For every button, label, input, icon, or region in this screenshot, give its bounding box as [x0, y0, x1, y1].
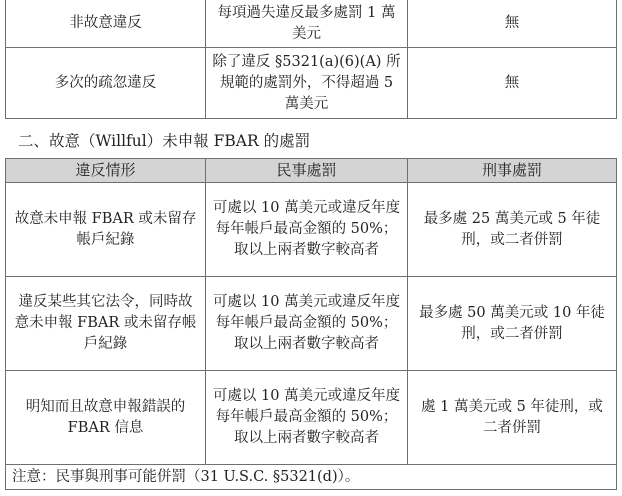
violation-type-cell: 故意未申報 FBAR 或未留存帳戶紀錄	[6, 183, 206, 277]
civil-penalty-cell: 除了違反 §5321(a)(6)(A) 所規範的處罰外，不得超過 5 萬美元	[206, 48, 408, 119]
table-row	[6, 371, 617, 465]
criminal-penalty-cell: 無	[408, 0, 617, 48]
criminal-penalty-cell: 無	[408, 48, 617, 119]
table-row	[6, 277, 617, 371]
civil-penalty-cell: 每項過失違反最多處罰 1 萬美元	[206, 0, 408, 48]
table-row	[6, 48, 617, 119]
willful-penalty-table	[5, 158, 617, 490]
civil-penalty-cell: 可處以 10 萬美元或違反年度每年帳戶最高金額的 50%；取以上兩者數字較高者	[206, 277, 408, 371]
violation-type-cell: 非故意違反	[6, 0, 206, 48]
note-text: 注意：民事與刑事可能併罰（31 U.S.C. §5321(d)）。	[6, 465, 617, 490]
table-row	[6, 183, 617, 277]
negligent-penalty-table	[5, 0, 617, 119]
column-header-criminal: 刑事處罰	[408, 159, 617, 183]
criminal-penalty-cell: 最多處 25 萬美元或 5 年徒刑，或二者併罰	[408, 183, 617, 277]
violation-type-cell: 多次的疏忽違反	[6, 48, 206, 119]
table-header-row	[6, 159, 617, 183]
criminal-penalty-cell: 最多處 50 萬美元或 10 年徒刑，或二者併罰	[408, 277, 617, 371]
violation-type-cell: 明知而且故意申報錯誤的 FBAR 信息	[6, 371, 206, 465]
column-header-civil: 民事處罰	[206, 159, 408, 183]
violation-type-cell: 違反某些其它法令，同時故意未申報 FBAR 或未留存帳戶紀錄	[6, 277, 206, 371]
note-row	[6, 465, 617, 490]
criminal-penalty-cell: 處 1 萬美元或 5 年徒刑，或二者併罰	[408, 371, 617, 465]
civil-penalty-cell: 可處以 10 萬美元或違反年度每年帳戶最高金額的 50%；取以上兩者數字較高者	[206, 371, 408, 465]
civil-penalty-cell: 可處以 10 萬美元或違反年度每年帳戶最高金額的 50%；取以上兩者數字較高者	[206, 183, 408, 277]
section-heading: 二、故意（Willful）未申報 FBAR 的處罰	[18, 132, 311, 150]
table-row	[6, 0, 617, 48]
column-header-violation: 違反情形	[6, 159, 206, 183]
